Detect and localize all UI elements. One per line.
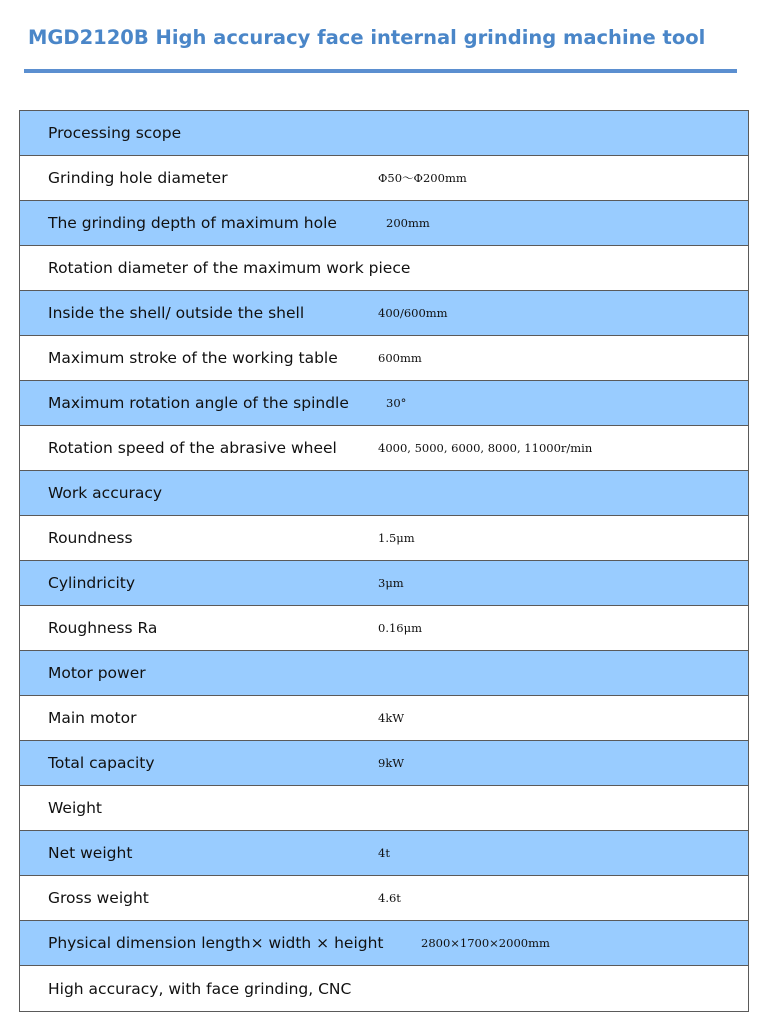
- row-value: 2800×1700×2000mm: [421, 936, 550, 950]
- row-value: 600mm: [378, 351, 422, 365]
- row-label: Roughness Ra: [48, 619, 158, 637]
- table-row: [20, 291, 748, 336]
- row-value: Φ50～Φ200mm: [378, 171, 467, 185]
- table-row: [20, 246, 748, 291]
- row-label: Inside the shell/ outside the shell: [48, 304, 305, 322]
- row-label: Processing scope: [48, 124, 182, 142]
- row-label: Cylindricity: [48, 574, 136, 592]
- row-value: 1.5μm: [378, 531, 415, 545]
- table-row: [20, 741, 748, 786]
- row-value: 9kW: [378, 756, 405, 770]
- row-label: Rotation diameter of the maximum work piece: [48, 259, 411, 277]
- row-label: Rotation speed of the abrasive wheel: [48, 439, 337, 457]
- row-label: Roundness: [48, 529, 133, 547]
- row-value: 0.16μm: [378, 621, 422, 635]
- title-divider: [24, 69, 737, 73]
- row-label: Gross weight: [48, 889, 149, 907]
- page-title: MGD2120B High accuracy face internal grinding machine tool: [28, 26, 706, 49]
- table-row: [20, 156, 748, 201]
- row-value: 200mm: [386, 216, 430, 230]
- row-label: Main motor: [48, 709, 137, 727]
- table-row: [20, 471, 748, 516]
- table-row: [20, 516, 748, 561]
- row-value: 3μm: [378, 576, 404, 590]
- row-label: High accuracy, with face grinding, CNC: [48, 979, 352, 998]
- row-label: Net weight: [48, 844, 133, 862]
- table-row: [20, 651, 748, 696]
- table-row: [20, 561, 748, 606]
- table-row: [20, 111, 748, 156]
- row-label: Grinding hole diameter: [48, 169, 228, 187]
- row-label: Total capacity: [48, 754, 155, 772]
- row-value: 30°: [386, 396, 407, 410]
- spec-table: [19, 110, 749, 1012]
- table-row: [20, 921, 748, 966]
- table-row: [20, 696, 748, 741]
- row-value: 4t: [378, 846, 390, 860]
- row-label: Weight: [48, 799, 103, 817]
- row-label: Physical dimension length× width × height: [48, 934, 384, 952]
- table-row: [20, 336, 748, 381]
- table-row: [20, 831, 748, 876]
- table-row: [20, 876, 748, 921]
- row-value: 400/600mm: [378, 306, 448, 320]
- row-label: Maximum stroke of the working table: [48, 349, 338, 367]
- table-row: [20, 786, 748, 831]
- table-row: [20, 606, 748, 651]
- row-label: Motor power: [48, 664, 146, 682]
- row-value: 4kW: [378, 711, 405, 725]
- table-row: [20, 201, 748, 246]
- row-label: Work accuracy: [48, 484, 163, 502]
- row-label: Maximum rotation angle of the spindle: [48, 394, 349, 412]
- table-row: [20, 966, 748, 1012]
- row-value: 4.6t: [378, 891, 401, 905]
- table-row: [20, 426, 748, 471]
- row-label: The grinding depth of maximum hole: [48, 214, 337, 232]
- table-row: [20, 381, 748, 426]
- row-value: 4000, 5000, 6000, 8000, 11000r/min: [378, 441, 593, 455]
